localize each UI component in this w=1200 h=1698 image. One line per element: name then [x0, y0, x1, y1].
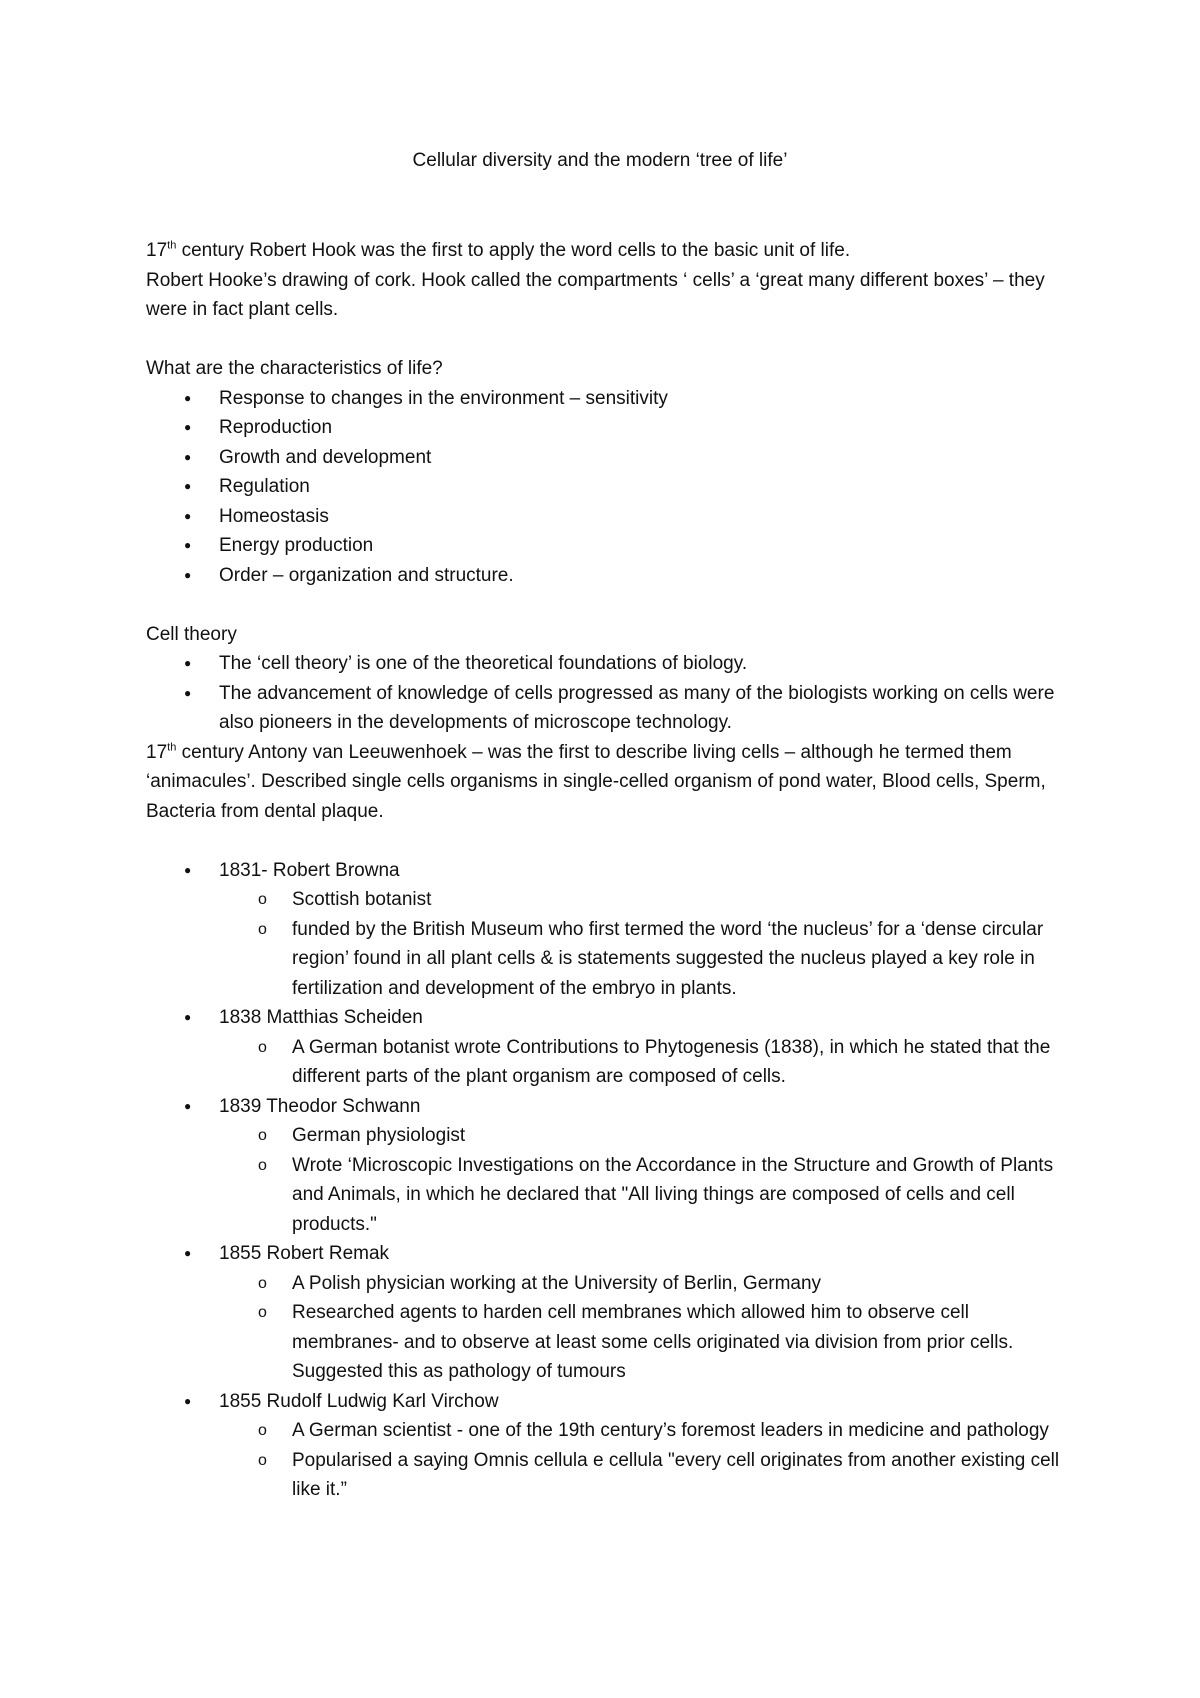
list-item: ● Response to changes in the environment – sensitivity	[146, 384, 1076, 414]
history-sub-list	[146, 1416, 1076, 1505]
leeuwenhoek-paragraph	[146, 738, 1076, 827]
history-item-heading: ● 1831- Robert Browna	[219, 859, 400, 881]
history-item-heading: ● 1855 Robert Remak	[219, 1243, 390, 1264]
intro-line-2: Robert Hooke’s drawing of cork. Hook called the compartments ‘ cells’ a ‘great many different boxes’ – they were in fact plant cells.	[146, 269, 1045, 320]
list-item: ● Order – organization and structure.	[146, 561, 1076, 591]
leeuwenhoek-text: century Antony van Leeuwenhoek – was the first to describe living cells – although he termed them ‘animacules’. Described single cells organisms in single-celled organism of pond water, Blood cells, Sperm, Bacteria from dental plaque.	[146, 741, 1046, 822]
sub-list-item: o A German botanist wrote Contributions to Phytogenesis (1838), in which he stated that the different parts of the plant organism are composed of cells.	[146, 1033, 1076, 1092]
history-item	[146, 1003, 1076, 1092]
document-title: Cellular diversity and the modern ‘tree of life’	[412, 150, 788, 171]
history-sub-list	[146, 1033, 1076, 1092]
history-item	[146, 1239, 1076, 1387]
sub-list-item: o funded by the British Museum who first termed the word ‘the nucleus’ for a ‘dense circular region’ found in all plant cells & is statements suggested the nucleus played a key role in fertilization and development of the embryo in plants.	[146, 915, 1076, 1004]
history-list	[146, 856, 1076, 1505]
history-sub-list	[146, 1121, 1076, 1239]
history-sub-list	[146, 1269, 1076, 1387]
characteristics-heading: What are the characteristics of life?	[146, 358, 443, 379]
history-item-heading: ● 1855 Rudolf Ludwig Karl Virchow	[219, 1390, 499, 1412]
sub-list-item: o Scottish botanist	[146, 885, 1076, 915]
list-item: ● Regulation	[146, 472, 1076, 502]
spacer	[146, 826, 1076, 856]
sub-list-item: o Researched agents to harden cell membranes which allowed him to observe cell membranes- and to observe at least some cells originated via division from prior cells. Suggested this as pathology of tumours	[146, 1298, 1076, 1387]
document-body	[146, 236, 1076, 1505]
history-item	[146, 1092, 1076, 1240]
intro-line-1	[146, 236, 1076, 266]
list-item: ● The advancement of knowledge of cells progressed as many of the biologists working on cells were also pioneers in the developments of microscope technology.	[146, 679, 1076, 738]
list-item: ● Growth and development	[146, 443, 1076, 473]
intro-line-1-text: century Robert Hook was the first to apply the word cells to the basic unit of life.	[176, 240, 851, 261]
cell-theory-heading: Cell theory	[146, 623, 237, 645]
list-item: ● Energy production	[146, 531, 1076, 561]
history-sub-list	[146, 885, 1076, 1003]
cell-theory-list	[146, 649, 1076, 738]
intro-century-number: 17	[146, 240, 168, 261]
list-item: ● Reproduction	[146, 413, 1076, 443]
sub-list-item: o Wrote ‘Microscopic Investigations on the Accordance in the Structure and Growth of Plants and Animals, in which he declared that "All living things are composed of cells and cell products."	[146, 1151, 1076, 1240]
intro-century-suffix: th	[167, 239, 177, 252]
leeuwenhoek-century-number: 17	[146, 741, 168, 763]
list-item: ● The ‘cell theory’ is one of the theoretical foundations of biology.	[146, 649, 1076, 679]
spacer	[146, 590, 1076, 620]
history-item-heading: ● 1838 Matthias Scheiden	[219, 1007, 423, 1028]
sub-list-item: o A German scientist - one of the 19th century’s foremost leaders in medicine and pathology	[146, 1416, 1076, 1446]
sub-list-item: o A Polish physician working at the University of Berlin, Germany	[146, 1269, 1076, 1299]
history-item	[146, 1387, 1076, 1505]
spacer	[146, 325, 1076, 355]
sub-list-item: o Popularised a saying Omnis cellula e cellula "every cell originates from another existing cell like it.”	[146, 1446, 1076, 1505]
history-item	[146, 856, 1076, 1004]
sub-list-item: o German physiologist	[146, 1121, 1076, 1151]
characteristics-list	[146, 384, 1076, 591]
list-item: ● Homeostasis	[146, 502, 1076, 532]
leeuwenhoek-century-suffix: th	[167, 741, 177, 754]
history-item-heading: ● 1839 Theodor Schwann	[219, 1095, 421, 1117]
